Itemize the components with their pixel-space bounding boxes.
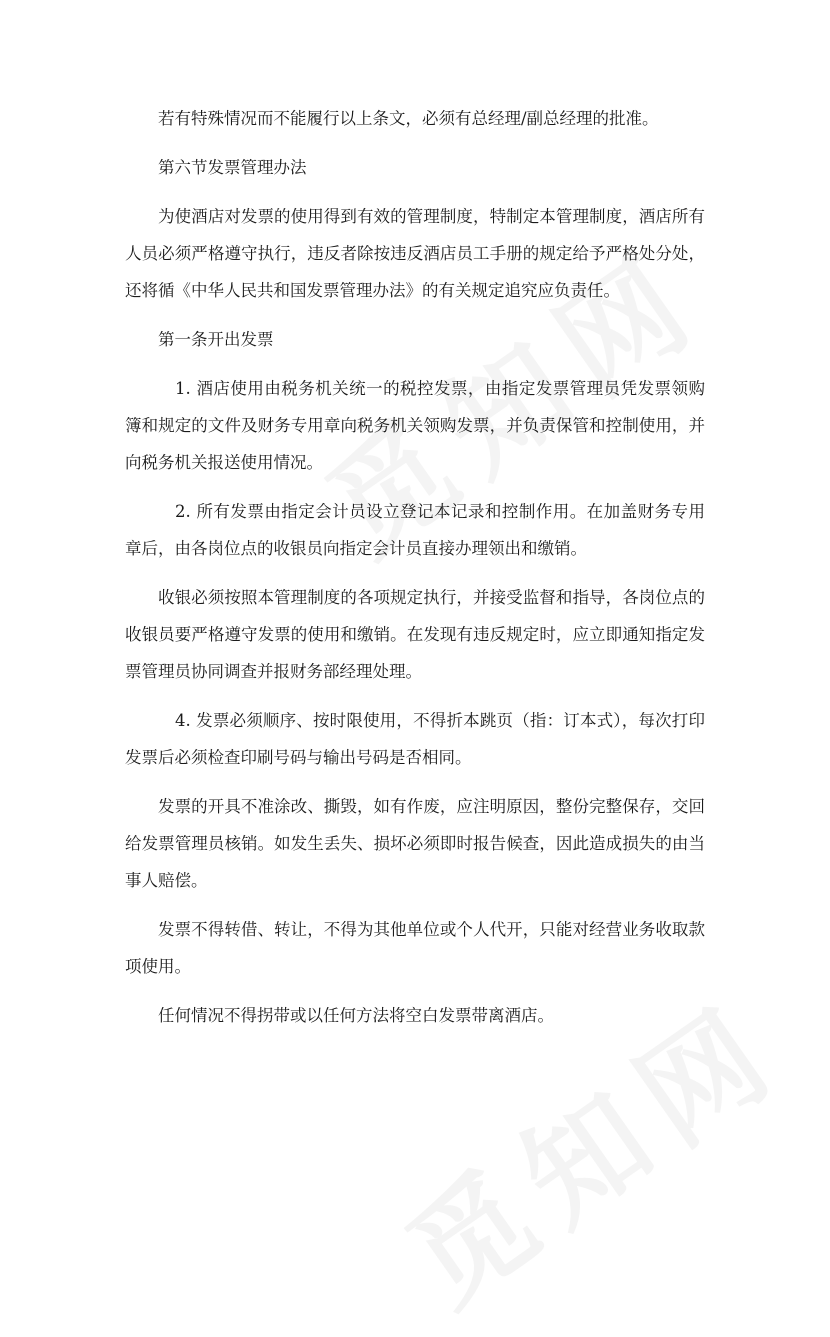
paragraph-item-3: 收银必须按照本管理制度的各项规定执行，并接受监督和指导，各岗位点的收银员要严格遵守发票的使用和缴销。在发现有违反规定时，应立即通知指定发票管理员协同调查并报财务部经理处理。 bbox=[125, 588, 705, 681]
paragraph-item-5: 发票的开具不准涂改、撕毁，如有作废，应注明原因，整份完整保存，交回给发票管理员核销。如发生丢失、损坏必须即时报告候查，因此造成损失的由当事人赔偿。 bbox=[125, 797, 705, 890]
paragraph-item-4: 4. 发票必须顺序、按时限使用，不得折本跳页（指：订本式），每次打印发票后必须检查印刷号码与输出号码是否相同。 bbox=[125, 711, 705, 767]
paragraph-item-2: 2. 所有发票由指定会计员设立登记本记录和控制作用。在加盖财务专用章后，由各岗位点的收银员向指定会计员直接办理领出和缴销。 bbox=[125, 502, 705, 558]
section-title: 第六节发票管理办法 bbox=[158, 158, 307, 177]
paragraph-item-6: 发票不得转借、转让，不得为其他单位或个人代开，只能对经营业务收取款项使用。 bbox=[125, 920, 705, 976]
article-title: 第一条开出发票 bbox=[158, 330, 274, 349]
document-body bbox=[125, 100, 705, 1034]
paragraph-approval: 若有特殊情况而不能履行以上条文，必须有总经理/副总经理的批准。 bbox=[158, 109, 659, 128]
paragraph-intro: 为使酒店对发票的使用得到有效的管理制度，特制定本管理制度，酒店所有人员必须严格遵守执行，违反者除按违反酒店员工手册的规定给予严格处分处，还将循《中华人民共和国发票管理办法》的有关规定追究应负责任。 bbox=[125, 207, 705, 300]
paragraph-item-1: 1. 酒店使用由税务机关统一的税控发票，由指定发票管理员凭发票领购簿和规定的文件及财务专用章向税务机关领购发票，并负责保管和控制使用，并向税务机关报送使用情况。 bbox=[125, 379, 705, 472]
paragraph-item-7: 任何情况不得拐带或以任何方法将空白发票带离酒店。 bbox=[158, 1006, 554, 1025]
